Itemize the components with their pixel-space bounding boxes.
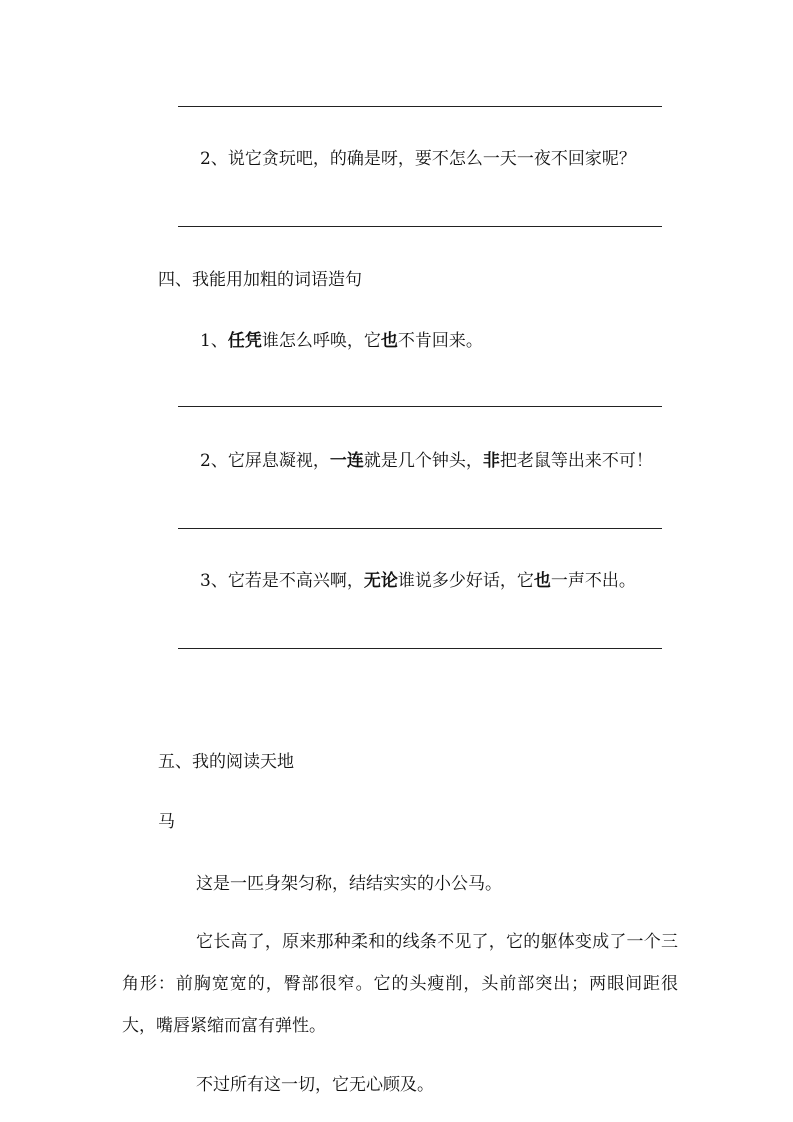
- section5-title: 五、我的阅读天地: [158, 752, 294, 772]
- section4-sentence-1: [200, 331, 483, 351]
- sentence-1-number: 1、: [200, 331, 228, 351]
- section3-question-2: 2、说它贪玩吧，的确是呀，要不怎么一天一夜不回家呢？: [200, 149, 636, 169]
- section4-sentence-3: [200, 571, 636, 591]
- answer-line-1: [178, 106, 662, 107]
- sentence-1-bold-word-1: 任凭: [227, 331, 262, 351]
- sentence-3-bold-word-1: 无论: [363, 571, 398, 591]
- sentence-2-text-2: 把老鼠等出来不可！: [499, 451, 653, 471]
- story-paragraph-2: 它长高了，原来那种柔和的线条不见了，它的躯体变成了一个三角形：前胸宽宽的，臀部很窄。它的头瘦削，头前部突出；两眼间距很大，嘴唇紧缩而富有弹性。: [122, 932, 678, 1036]
- sentence-2-bold-word-2: 非: [482, 451, 500, 471]
- sentence-3-text-0: 3、它若是不高兴啊，: [200, 571, 364, 591]
- story-paragraph-1: 这是一匹身架匀称，结结实实的小公马。: [196, 874, 502, 894]
- sentence-2-text-1: 就是几个钟头，: [363, 451, 483, 471]
- section4-sentence-2: [200, 451, 653, 471]
- sentence-3-text-2: 一声不出。: [550, 571, 636, 591]
- sentence-3-text-1: 谁说多少好话，它: [397, 571, 534, 591]
- sentence-1-bold-word-2: 也: [380, 331, 398, 351]
- sentence-1-text-2: 不肯回来。: [397, 331, 483, 351]
- sentence-1-text-1: 谁怎么呼唤，它: [261, 331, 381, 351]
- answer-line-2: [178, 226, 662, 227]
- answer-line-4: [178, 528, 662, 529]
- section4-title: 四、我能用加粗的词语造句: [158, 270, 362, 290]
- story-title: 马: [158, 812, 175, 832]
- sentence-2-bold-word-1: 一连: [329, 451, 364, 471]
- story-paragraph-3: 不过所有这一切，它无心顾及。: [196, 1075, 434, 1095]
- answer-line-3: [178, 406, 662, 407]
- answer-line-5: [178, 648, 662, 649]
- sentence-2-text-0: 2、它屏息凝视，: [200, 451, 330, 471]
- sentence-3-bold-word-2: 也: [533, 571, 551, 591]
